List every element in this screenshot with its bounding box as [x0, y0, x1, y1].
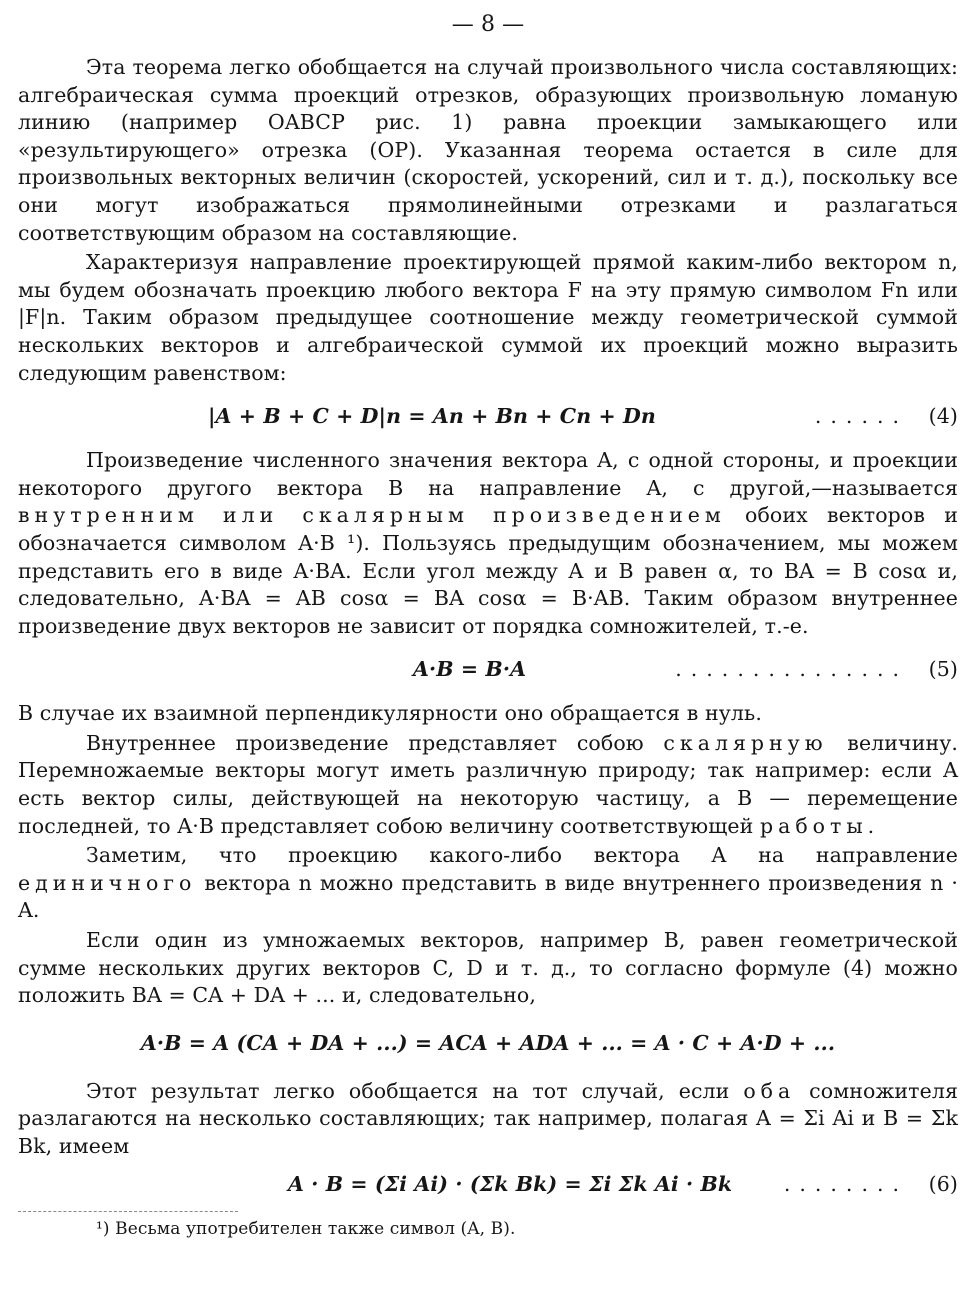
equation-sum: [18, 1026, 958, 1062]
equation-5: [18, 652, 958, 688]
equation-sum-formula: A·B = A (CA + DA + ...) = ACA + ADA + ... = A · C + A·D + ...: [140, 1031, 836, 1056]
paragraph-3: [18, 447, 958, 640]
paragraph-5-text-a: Внутреннее произведение представляет собою: [86, 730, 644, 755]
paragraph-2: Характеризуя направление проектирующей прямой каким-либо вектором n, мы будем обозначать проекцию любого вектора F на эту прямую символом Fn или |F|n. Таким образом предыдущее соотношение между геометрической суммой нескольких векторов и алгебраической суммой их проекций можно выразить следующим равенством:: [18, 250, 958, 385]
equation-6-formula: A · B = (Σi Ai) · (Σk Bk) = Σi Σk Ai · Bk: [288, 1171, 733, 1196]
paragraph-1: Эта теорема легко обобщается на случай произвольного числа составляющих: алгебраическая сумма проекций отрезков, образующих произвольную ломаную линию (например OABCP рис. 1) равна проекции замыкающего или «результирующего» отрезка (OP). Указанная теорема остается в силе для произвольных векторных величин (скоростей, ускорений, сил и т. д.), поскольку все они могут изображаться прямолинейными отрезками и разлагаться соответствующим образом на составляющие.: [18, 55, 958, 245]
paragraph-8-text-a: Этот результат легко обобщается на тот случай, если: [86, 1078, 730, 1103]
equation-4-number: (4): [928, 404, 958, 429]
footnote: ¹) Весьма употребителен также символ (A, B).: [96, 1218, 516, 1239]
paragraph-5-text-b: величину. Перемножаемые векторы могут иметь различную природу; так например: если A есть вектор силы, действующей на некоторую частицу, а B — перемещение последней, то A·B представляет собою величину соответствующей: [18, 730, 959, 838]
paragraph-6-text-b: вектора n можно представить в виде внутреннего произведения n · A.: [18, 870, 958, 923]
term-both: оба: [743, 1078, 796, 1103]
paragraph-6-text-a: Заметим, что проекцию какого-либо вектора A на направление: [86, 843, 958, 868]
equation-6: [18, 1167, 958, 1203]
equation-5-number: (5): [928, 657, 958, 682]
paragraph-8: [18, 1078, 958, 1161]
footnote-divider: [18, 1211, 238, 1212]
term-work: работы.: [760, 813, 880, 838]
paragraph-4: В случае их взаимной перпендикулярности оно обращается в нуль.: [18, 701, 762, 726]
paragraph-6: [18, 842, 958, 925]
equation-4-formula: |A + B + C + D|n = An + Bn + Cn + Dn: [208, 404, 656, 429]
term-scalar-product: внутренним или скалярным произведением: [18, 503, 726, 528]
equation-6-leader: ........: [783, 1171, 908, 1196]
equation-6-number: (6): [928, 1171, 958, 1196]
equation-4-leader: ......: [814, 404, 908, 429]
page-number: — 8 —: [451, 12, 525, 37]
paragraph-3-text-a: Произведение численного значения вектора A, с одной стороны, и проекции некоторого другого вектора B на направление A, с другой,—называется: [18, 448, 958, 500]
paragraph-8-text-b: сомножителя разлагаются на несколько составляющих; так например, полагая A = Σi Ai и B = Σk Bk, имеем: [18, 1078, 958, 1158]
equation-4: [18, 399, 958, 435]
paragraph-7: Если один из умножаемых векторов, например B, равен геометрической сумме нескольких других векторов C, D и т. д., то согласно формуле (4) можно положить BA = CA + DA + ... и, следовательно,: [18, 928, 958, 1008]
document-page: [18, 8, 958, 1308]
term-unit: единичного: [18, 870, 197, 895]
equation-5-formula: A·B = B·A: [413, 657, 527, 682]
paragraph-5: [18, 730, 958, 840]
paragraph-3-text-b: обоих векторов и обозначается символом A·B ¹). Пользуясь предыдущим обозначением, мы можем представить его в виде A·BA. Если угол между A и B равен α, то BA = B cosα и, следовательно, A·BA = AB cosα = BA cosα = B·AB. Таким образом внутреннее произведение двух векторов не зависит от порядка сомножителей, т.-е.: [18, 503, 958, 638]
term-scalar: скалярную: [663, 730, 828, 755]
equation-5-leader: ...............: [675, 657, 908, 682]
